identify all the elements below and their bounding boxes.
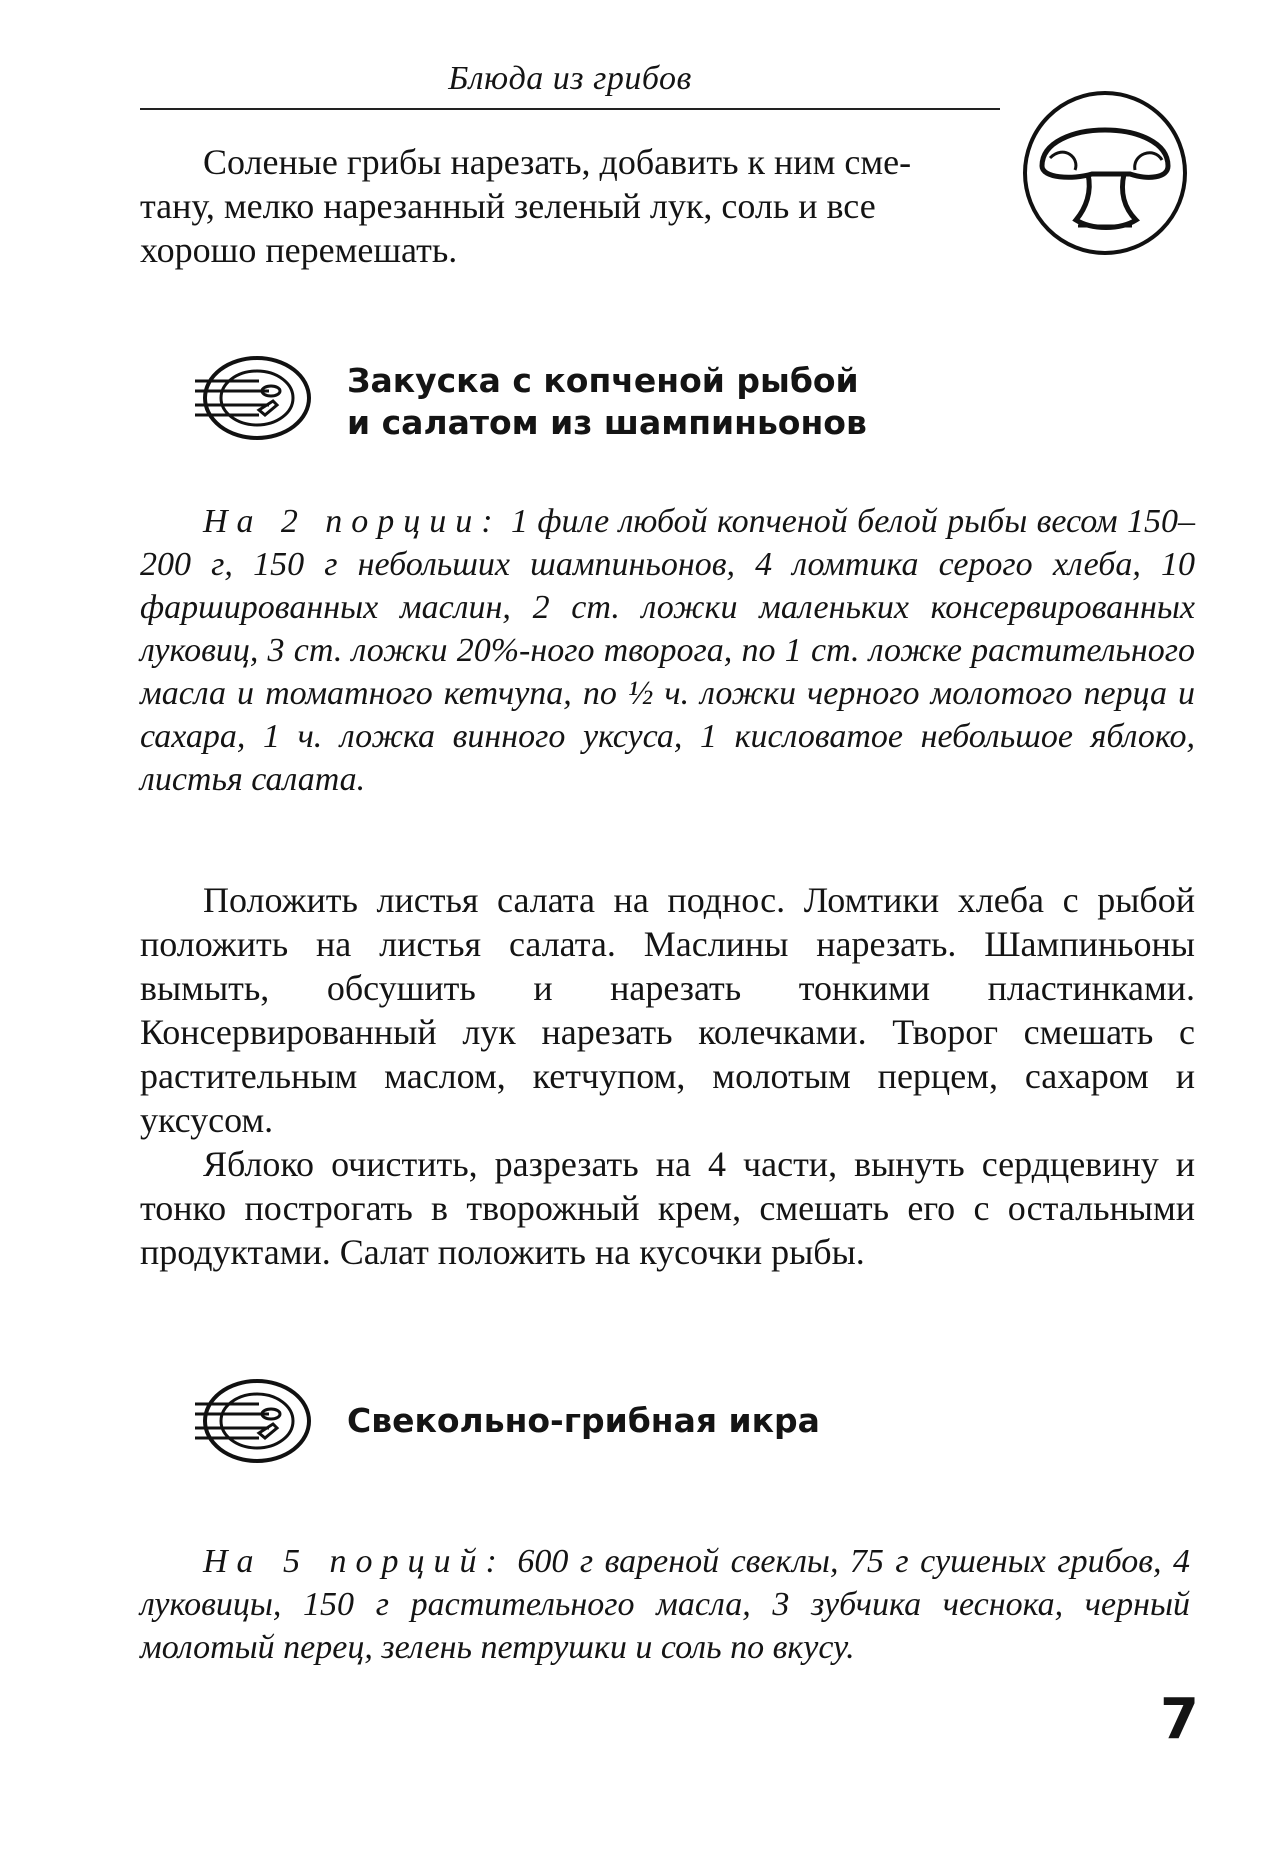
method-paragraph: Положить листья салата на поднос. Ломтики хлеба с рыбой положить на листья салата. Маслины нарезать. Шампиньоны вымыть, обсушить и нарезать тонкими пластинками. Консервированный лук нарезать колечками. Творог смешать с растительным маслом, кетчупом, молотым перцем, сахаром и уксусом. [140,880,1195,1140]
recipe-title-line: Закуска с копченой рыбой [347,361,859,400]
plate-cutlery-icon [193,355,313,441]
mushroom-icon [1020,88,1190,258]
running-title: Блюда из грибов [448,60,692,97]
recipe-title [347,360,867,444]
recipe-title-line: Свекольно-грибная икра [347,1401,820,1440]
portion-lead: На 5 порций: [203,1543,506,1580]
ingredients-text: 600 г вареной свеклы, 75 г сушеных грибов, 4 луковицы, 150 г растительного масла, 3 зубчика чеснока, черный молотый перец, зелень петрушки и соль по вкусу. [140,1543,1191,1666]
intro-line: тану, мелко нарезанный зеленый лук, соль и все [140,186,876,226]
ingredients-text: 1 филе любой копченой белой рыбы весом 150–200 г, 150 г небольших шампиньонов, 4 ломтика серого хлеба, 10 фаршированных маслин, 2 ст. ложки маленьких консервированных луковиц, 3 ст. ложки 20%-ного творога, по 1 ст. ложке растительного масла и томатного кетчупа, по ½ ч. ложки черного молотого перца и сахара, 1 ч. ложка винного уксуса, 1 кисловатое небольшое яблоко, листья салата. [140,503,1195,798]
intro-line: хорошо перемешать. [140,230,458,270]
ingredients-paragraph [140,1540,1190,1669]
recipe-title [347,1400,820,1442]
recipe-title-line: и салатом из шампиньонов [347,403,867,442]
method-paragraph: Яблоко очистить, разрезать на 4 части, вынуть сердцевину и тонко построгать в творожный крем, смешать его с остальными продуктами. Салат положить на кусочки рыбы. [140,1144,1195,1272]
intro-paragraph [140,140,998,272]
header-rule [140,108,1000,110]
ingredients-paragraph [140,500,1195,801]
intro-line: Соленые грибы нарезать, добавить к ним сме- [203,142,912,182]
portion-lead: На 2 порции: [203,503,502,540]
plate-cutlery-icon [193,1378,313,1464]
page-number: 7 [1160,1687,1199,1752]
